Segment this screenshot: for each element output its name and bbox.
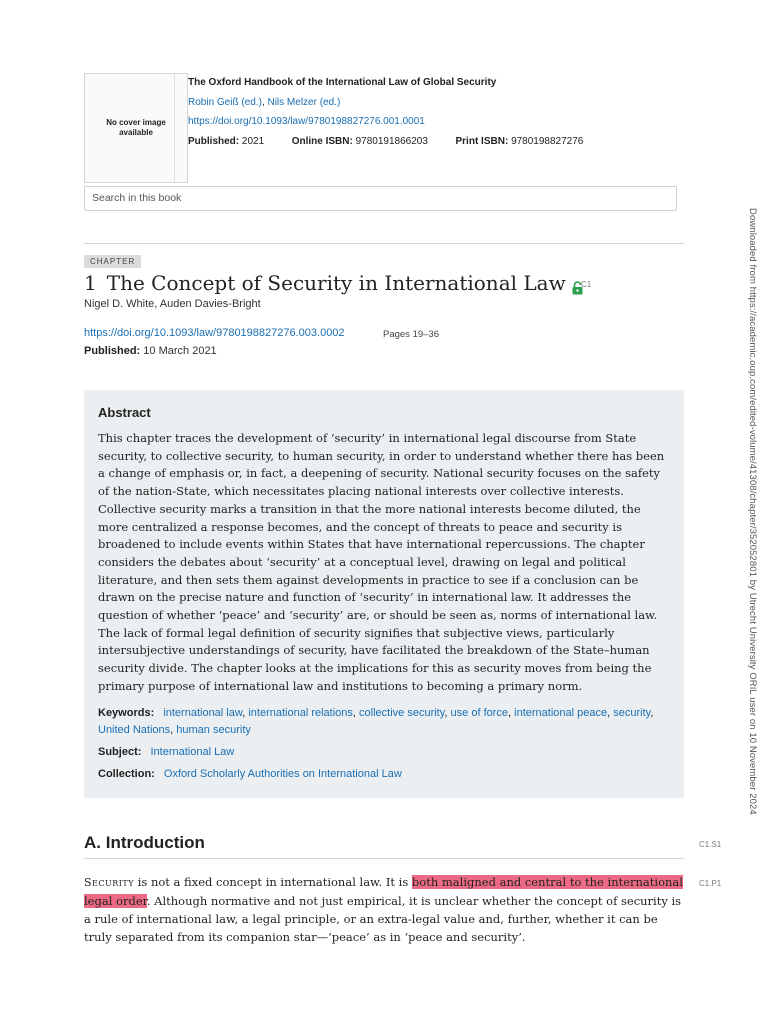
- chapter-title-text: The Concept of Security in International Law: [106, 271, 566, 295]
- chapter-published: [84, 345, 217, 357]
- keyword-link[interactable]: international peace: [514, 707, 608, 719]
- cover-edge: [174, 74, 175, 182]
- book-title[interactable]: The Oxford Handbook of the International Law of Global Security: [188, 77, 497, 88]
- chapter-published-label: Published:: [84, 345, 141, 357]
- editor-separator: ,: [261, 96, 268, 108]
- keyword-link[interactable]: security: [613, 707, 651, 719]
- keyword-link[interactable]: international law: [163, 707, 243, 719]
- abstract-box: [84, 390, 684, 798]
- online-isbn-label: Online ISBN:: [291, 135, 353, 147]
- collection-label: Collection:: [98, 768, 155, 780]
- chapter-pages: Pages 19–36: [383, 329, 439, 340]
- introduction-rule: [84, 858, 684, 859]
- download-watermark: [746, 208, 758, 818]
- paragraph-marker: C1.P1: [699, 879, 722, 888]
- keywords-row: Keywords: international law, international relations, collective security, use of force, international peace, security, United Nations, human security: [98, 707, 654, 736]
- book-doi-link[interactable]: https://doi.org/10.1093/law/9780198827276.001.0001: [188, 116, 425, 127]
- chapter-published-value: 10 March 2021: [143, 345, 217, 357]
- subject-row: [98, 746, 234, 758]
- editor-link-melzer[interactable]: Nils Melzer (ed.): [267, 96, 341, 108]
- chapter-marker: C1: [581, 280, 592, 289]
- chapter-title: [84, 271, 704, 295]
- book-meta: [188, 73, 583, 151]
- book-published-value: 2021: [241, 135, 265, 147]
- editor-link-geiss[interactable]: Robin Geiß (ed.): [188, 96, 262, 108]
- keywords-label: Keywords:: [98, 707, 155, 719]
- chapter-authors: Nigel D. White, Auden Davies-Bright: [84, 298, 261, 310]
- keyword-link[interactable]: international relations: [248, 707, 353, 719]
- subject-label: Subject:: [98, 746, 142, 758]
- abstract-text: This chapter traces the development of ‘security’ in international legal discourse from State security, to collective security, to human security, in order to understand whether there has been a change of emphasis or, in fact, a deepening of security. National security focuses on the safety of the nation-State, which necessitates placing national interests over collective interests. Collective security marks a transition in that the more national interests become diluted, the more centralized a response becomes, and the concept of threats to peace and security is broadened to include events within States that have international repercussions. The chapter considers the debates about ‘security’ at a conceptual level, drawing on legal and political literature, and then sets them against developments in practice to see if a conclusion can be drawn on the precise nature and function of ‘security’ in international law. It addresses the question of whether ‘peace’ and ‘security’ are, or should be seen as, norms of international law. The lack of formal legal definition of security signifies that subjective views, particularly intersubjective understandings of security, have facilitated the breakdown of the State–human security divide. The chapter looks at the implications for this as security moves from being the primary purpose of international law and institutions to becoming a primary norm.: [98, 431, 665, 693]
- collection-row: [98, 768, 402, 780]
- keyword-link[interactable]: collective security: [359, 707, 445, 719]
- online-isbn-value: 9780191866203: [355, 135, 428, 147]
- print-isbn-label: Print ISBN:: [455, 135, 509, 147]
- intro-text-after: . Although normative and not just empirical, it is unclear whether the concept of security is a rule of international law, a legal principle, or an extra-legal value and, further, whether it can be truly separated from its companion star—‘peace’ as in ‘peace and security’.: [84, 894, 682, 944]
- book-cover-placeholder: [84, 73, 188, 183]
- introduction-heading: A. Introduction: [84, 833, 205, 852]
- collection-link[interactable]: Oxford Scholarly Authorities on International Law: [163, 768, 402, 780]
- chapter-badge: CHAPTER: [84, 255, 141, 268]
- keyword-link[interactable]: use of force: [450, 707, 509, 719]
- download-watermark-text: Downloaded from https://academic.oup.com/edited-volume/41308/chapter/352052801 by Utrecht University ORIL user on 10 November 2024: [747, 208, 758, 815]
- keyword-link[interactable]: human security: [176, 724, 251, 736]
- section-marker: C1.S1: [699, 840, 722, 849]
- cover-text: No cover image available: [106, 117, 166, 137]
- header-divider: [84, 243, 684, 244]
- subject-link[interactable]: International Law: [150, 746, 235, 758]
- book-published-label: Published:: [188, 135, 240, 147]
- chapter-number: 1: [84, 271, 97, 295]
- book-publication-row: [188, 132, 583, 152]
- intro-lead-word: Security: [84, 876, 135, 889]
- introduction-paragraph: [84, 873, 684, 946]
- keyword-link[interactable]: United Nations: [98, 724, 171, 736]
- highlighted-text[interactable]: both maligned and central to the international legal order: [84, 875, 683, 908]
- abstract-heading: Abstract: [98, 405, 151, 420]
- book-editors: [188, 93, 583, 113]
- intro-text-before: is not a fixed concept in international law. It is: [134, 875, 412, 889]
- print-isbn-value: 9780198827276: [511, 135, 584, 147]
- chapter-doi-link[interactable]: https://doi.org/10.1093/law/9780198827276.003.0002: [84, 327, 345, 339]
- search-in-book-input[interactable]: Search in this book: [84, 186, 677, 211]
